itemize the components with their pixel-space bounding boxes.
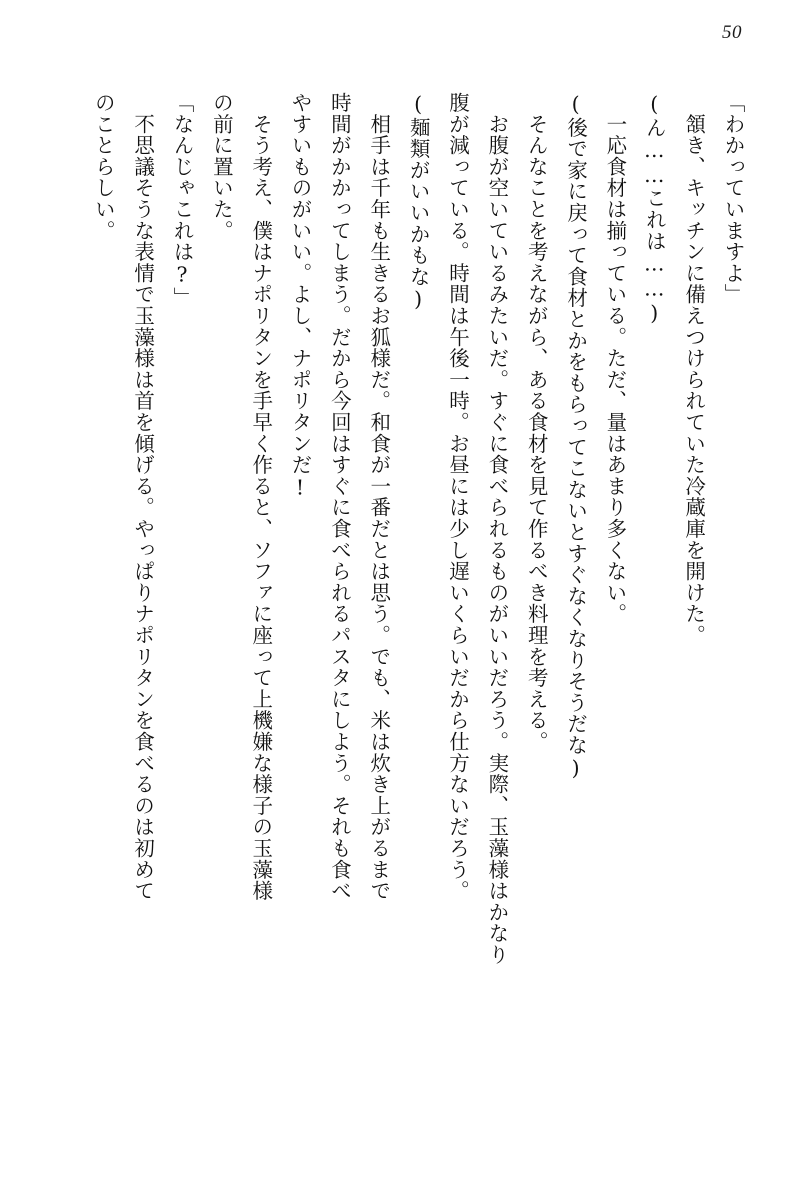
page-number: 50: [722, 22, 742, 43]
paragraph-line: やすいものがいい。よし、ナポリタンだ!: [288, 92, 313, 501]
paragraph-line: (麺類がいいかもな): [406, 92, 431, 312]
paragraph-line: (ん……これは……): [642, 92, 667, 326]
paragraph-line: の前に置いた。: [209, 92, 234, 242]
paragraph-line: お腹が空いているみたいだ。すぐに食べられるものがいいだろう。実際、玉藻様はかなり: [484, 92, 509, 966]
paragraph-line: そう考え、僕はナポリタンを手早く作ると、ソファに座って上機嫌な様子の玉藻様: [248, 92, 273, 902]
paragraph-line: 時間がかかってしまう。だから今回はすぐに食べられるパスタにしよう。それも食べ: [327, 92, 352, 902]
paragraph-line: 頷き、キッチンに備えつけられていた冷蔵庫を開けた。: [681, 92, 706, 646]
paragraph-line: 腹が減っている。時間は午後一時。お昼には少し遅いくらいだから仕方ないだろう。: [445, 92, 470, 902]
paragraph-line: (後で家に戻って食材とかをもらってこないとすぐなくなりそうだな): [563, 92, 588, 781]
paragraph-line: 「なんじゃこれは?」: [169, 92, 194, 309]
paragraph-line: 不思議そうな表情で玉藻様は首を傾げる。やっぱりナポリタンを食べるのは初めて: [130, 92, 155, 902]
paragraph-line: 相手は千年も生きるお狐様だ。和食が一番だとは思う。でも、米は炊き上がるまで: [366, 92, 391, 902]
paragraph-line: のことらしい。: [91, 92, 116, 242]
paragraph-line: そんなことを考えながら、ある食材を見て作るべき料理を考える。: [524, 92, 549, 753]
page-body-text: [48, 92, 752, 1142]
paragraph-line: 一応食材は揃っている。ただ、量はあまり多くない。: [602, 92, 627, 625]
paragraph-line: 「わかっていますよ」: [721, 92, 745, 305]
